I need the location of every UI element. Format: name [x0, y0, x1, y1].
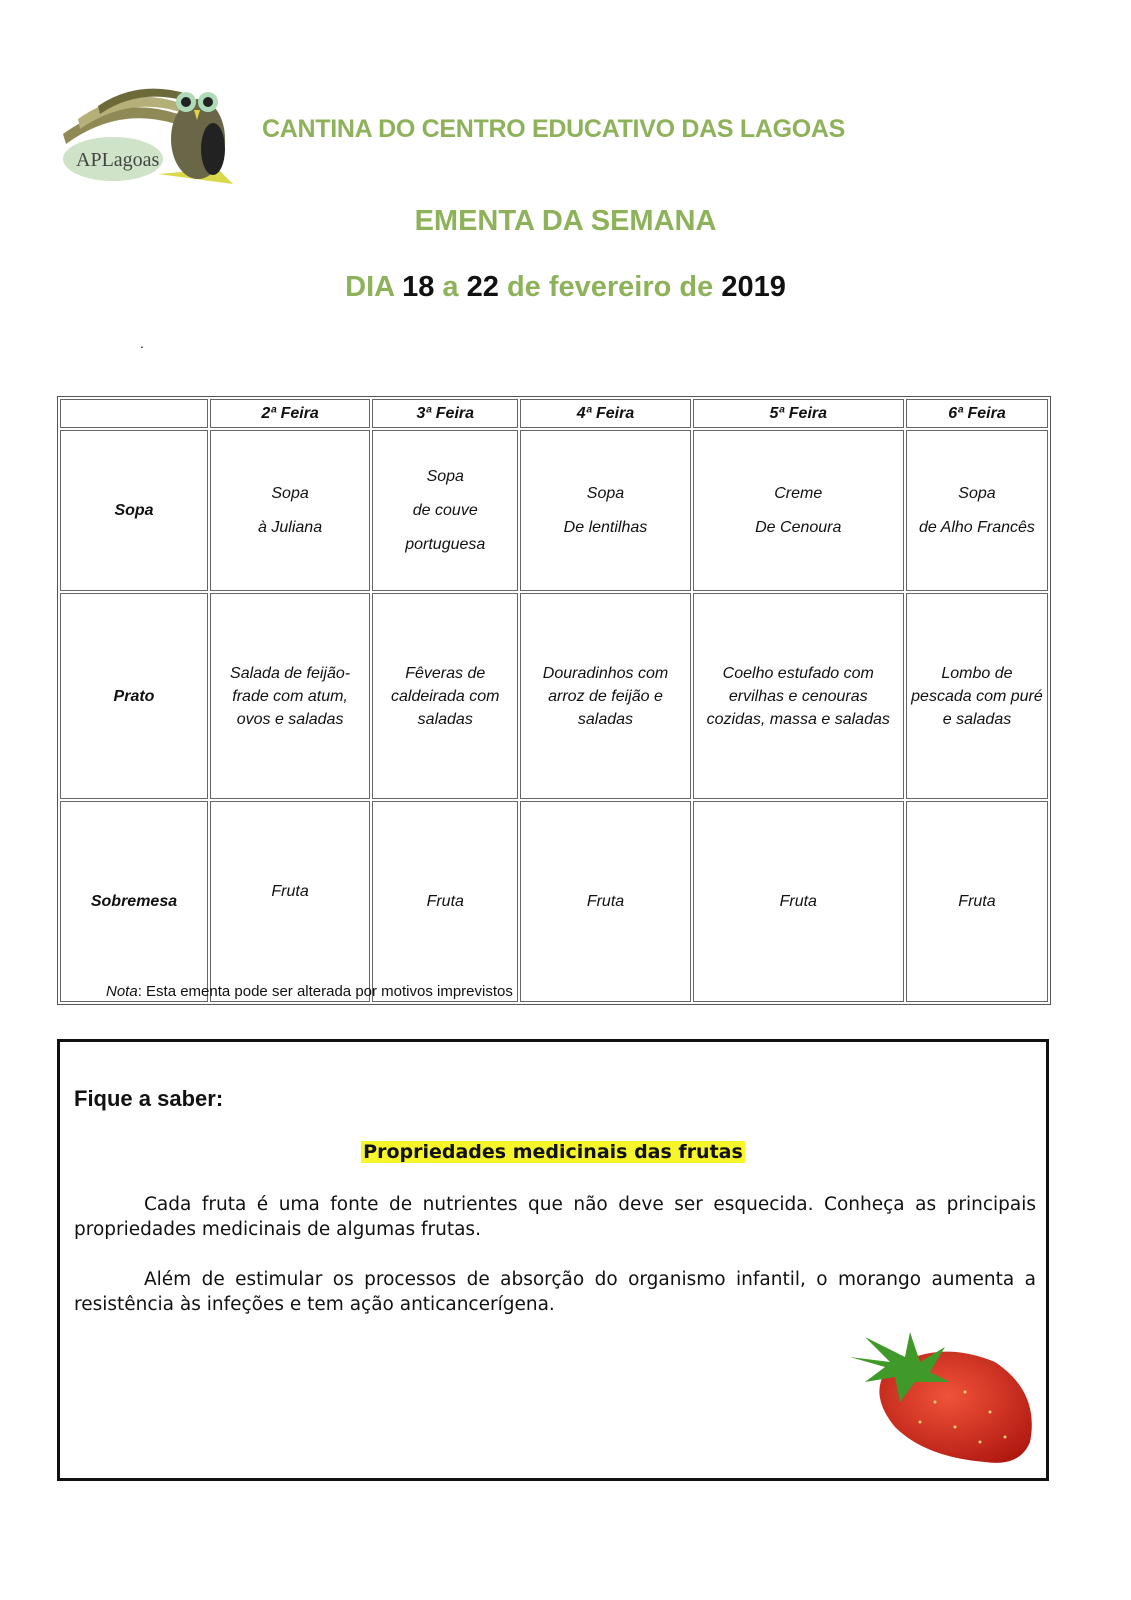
day-header: 4ª Feira — [520, 399, 690, 428]
cell-line: Sopa — [426, 467, 464, 485]
date-range — [0, 271, 1131, 304]
info-paragraph: Cada fruta é uma fonte de nutrientes que não deve ser esquecida. Conheça as principais propriedades medicinais de algumas frutas. — [74, 1194, 1036, 1240]
table-row-prato — [60, 593, 1048, 799]
date-end: 22 — [466, 271, 499, 303]
day-header: 2ª Feira — [210, 399, 370, 428]
empty-header — [60, 399, 208, 428]
cell-line: Creme — [774, 484, 823, 502]
date-year: 2019 — [721, 271, 786, 303]
page-title: EMENTA DA SEMANA — [414, 205, 717, 237]
info-box — [57, 1039, 1049, 1481]
highlighted-subtitle: Propriedades medicinais das frutas — [363, 1141, 743, 1163]
menu-cell: Douradinhos com arroz de feijão e saladas — [520, 593, 690, 799]
strawberry-image — [845, 1332, 1040, 1467]
cell-line: De Cenoura — [755, 518, 842, 536]
menu-cell: Fruta — [520, 801, 690, 1002]
info-title: Fique a saber: — [74, 1086, 224, 1111]
menu-cell — [906, 430, 1048, 591]
menu-cell — [372, 430, 518, 591]
menu-note — [106, 983, 513, 1000]
menu-cell: Fruta — [906, 801, 1048, 1002]
cell-line: à Juliana — [258, 518, 323, 536]
cell-line: Sopa — [958, 484, 996, 502]
menu-cell: Fruta — [210, 801, 370, 1002]
logo-text: APLagoas — [76, 149, 160, 171]
date-start: 18 — [402, 271, 435, 303]
menu-cell — [693, 430, 904, 591]
date-month: de fevereiro de — [506, 271, 714, 303]
table-header-row — [60, 399, 1048, 428]
info-subtitle — [60, 1141, 1046, 1163]
menu-cell — [210, 430, 370, 591]
cell-line: Sopa — [271, 484, 309, 502]
table-row-sobremesa — [60, 801, 1048, 1002]
menu-cell — [520, 430, 690, 591]
menu-cell: Fruta — [372, 801, 518, 1002]
cell-line: Sopa — [586, 484, 625, 502]
menu-table — [57, 396, 1051, 1005]
note-label: Nota — [106, 983, 138, 1000]
cell-line: de couve portuguesa — [405, 501, 486, 553]
day-header: 6ª Feira — [906, 399, 1048, 428]
day-header: 5ª Feira — [693, 399, 904, 428]
menu-cell: Fruta — [693, 801, 904, 1002]
row-label: Prato — [60, 593, 208, 799]
aplagoas-owl-logo — [58, 74, 233, 189]
menu-cell: Lombo de pescada com puré e saladas — [906, 593, 1048, 799]
info-paragraph: Além de estimular os processos de absorção do organismo infantil, o morango aumenta a resistência às infeções e tem ação anticancerígena. — [74, 1269, 1036, 1315]
stray-dot: . — [140, 335, 144, 351]
row-label: Sopa — [60, 430, 208, 591]
menu-cell: Coelho estufado com ervilhas e cenouras cozidas, massa e saladas — [693, 593, 904, 799]
menu-cell: Fêveras de caldeirada com saladas — [372, 593, 518, 799]
row-label: Sobremesa — [60, 801, 208, 1002]
note-text: : Esta ementa pode ser alterada por motivos imprevistos — [137, 983, 513, 1000]
cell-line: de Alho Francês — [919, 518, 1035, 536]
menu-cell: Salada de feijão-frade com atum, ovos e saladas — [210, 593, 370, 799]
date-a: a — [442, 271, 459, 303]
day-header: 3ª Feira — [372, 399, 518, 428]
date-dia: DIA — [345, 271, 395, 303]
cell-line: De lentilhas — [563, 518, 648, 536]
table-row-sopa — [60, 430, 1048, 591]
canteen-title: CANTINA DO CENTRO EDUCATIVO DAS LAGOAS — [262, 115, 846, 143]
